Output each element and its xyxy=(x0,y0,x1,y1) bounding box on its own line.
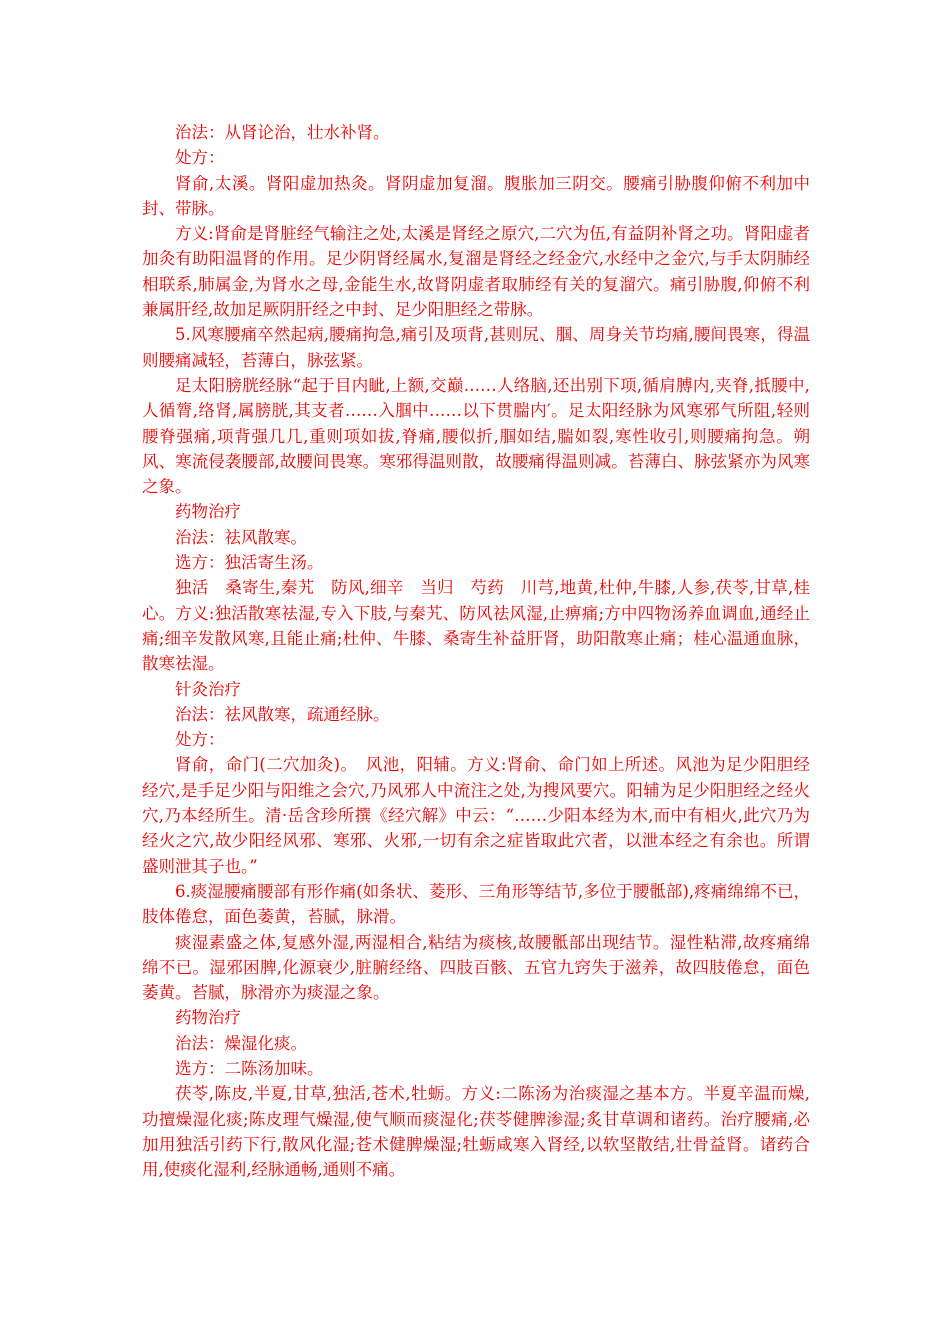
paragraph: 方义:肾俞是肾脏经气输注之处,太溪是肾经之原穴,二穴为伍,有益阴补肾之功。肾阳虚者加灸有助阳温肾的作用。足少阴肾经属水,复溜是肾经之经金穴,水经中之金穴,与手太阴肺经相联系,肺属金,为肾水之母,金能生水,故肾阴虚者取肺经有关的复溜穴。痛引胁腹,仰俯不利兼属肝经,故加足厥阴肝经之中封、足少阳胆经之带脉。 xyxy=(142,224,810,320)
paragraph: 针灸治疗 xyxy=(175,679,241,699)
paragraph: 肾俞，命门(二穴加灸)。 风池，阳辅。方义:肾俞、命门如上所述。风池为足少阳胆经经穴,是手足少阳与阳维之会穴,乃风邪人中流注之处,为搜风要穴。阳辅为足少阳胆经之经火穴,乃本经所生。清·岳含珍所撰《经穴解》中云：“……少阳本经为木,而中有相火,此穴乃为经火之穴,故少阳经风邪、寒邪、火邪,一切有余之症皆取此穴者，以泄本经之有余也。所谓盛则泄其子也。” xyxy=(142,755,810,876)
paragraph: 6.痰湿腰痛腰部有形作痛(如条状、菱形、三角形等结节,多位于腰骶部),疼痛绵绵不已，肢体倦怠，面色萎黄，苔腻，脉滑。 xyxy=(142,881,810,927)
paragraph: 5.风寒腰痛卒然起病,腰痛拘急,痛引及项背,甚则尻、腘、周身关节均痛,腰间畏寒，得温则腰痛减轻，苔薄白，脉弦紧。 xyxy=(142,325,810,370)
paragraph: 痰湿素盛之体,复感外湿,两湿相合,粘结为痰核,故腰骶部出现结节。湿性粘滞,故疼痛绵绵不已。湿邪困脾,化源衰少,脏腑经络、四肢百骸、五官九窍失于滋养，故四肢倦怠，面色萎黄。苔腻，脉滑亦为痰湿之象。 xyxy=(142,932,810,1003)
paragraph: 治法：祛风散寒，疏通经脉。 xyxy=(175,704,390,724)
paragraph: 药物治疗 xyxy=(175,1008,241,1028)
paragraph: 处方： xyxy=(175,148,225,168)
paragraph: 茯苓,陈皮,半夏,甘草,独活,苍术,牡蛎。方义:二陈汤为治痰湿之基本方。半夏辛温而燥,功擅燥湿化痰;陈皮理气燥湿,使气顺而痰湿化;茯苓健脾渗湿;炙甘草调和诸药。治疗腰痛,必加用独活引药下行,散风化湿;苍术健脾燥湿;牡蛎咸寒入肾经,以软坚散结,壮骨益肾。诸药合用,使痰化湿利,经脉通畅,通则不痛。 xyxy=(142,1084,810,1180)
paragraph: 治法：祛风散寒。 xyxy=(175,527,307,547)
paragraph: 肾俞,太溪。肾阳虚加热灸。肾阴虚加复溜。腹胀加三阴交。腰痛引胁腹仰俯不利加中封、带脉。 xyxy=(142,173,810,218)
paragraph: 独活 桑寄生,秦艽 防风,细辛 当归 芍药 川芎,地黄,杜仲,牛膝,人参,茯苓,甘草,桂心。方义:独活散寒祛湿,专入下肢,与秦艽、防风祛风湿,止痹痛;方中四物汤养血调血,通经止痛;细辛发散风寒,且能止痛;杜仲、牛膝、桑寄生补益肝肾，助阳散寒止痛；桂心温通血脉，散寒祛湿。 xyxy=(142,578,810,674)
paragraph: 治法：从肾论治，壮水补肾。 xyxy=(175,123,390,142)
paragraph: 足太阳膀胱经脉“起于目内眦,上额,交巅……人络脑,还出别下项,循肩膊内,夹脊,抵腰中,人循膂,络肾,属膀胱,其支者……入腘中……以下贯腨内′。足太阳经脉为风寒邪气所阻,轻则腰脊强痛,项背强几几,重则项如拔,脊痛,腰似折,腘如结,腨如裂,寒性收引,则腰痛拘急。朔风、寒流侵袭腰部,故腰间畏寒。寒邪得温则散，故腰痛得温则减。苔薄白、脉弦紧亦为风寒之象。 xyxy=(142,375,810,497)
paragraph: 选方：独活寄生汤。 xyxy=(175,553,324,573)
paragraph: 治法：燥湿化痰。 xyxy=(175,1033,307,1053)
document-body xyxy=(142,120,810,1182)
paragraph: 药物治疗 xyxy=(175,502,241,522)
paragraph: 选方：二陈汤加味。 xyxy=(175,1058,324,1078)
paragraph: 处方： xyxy=(175,730,225,750)
